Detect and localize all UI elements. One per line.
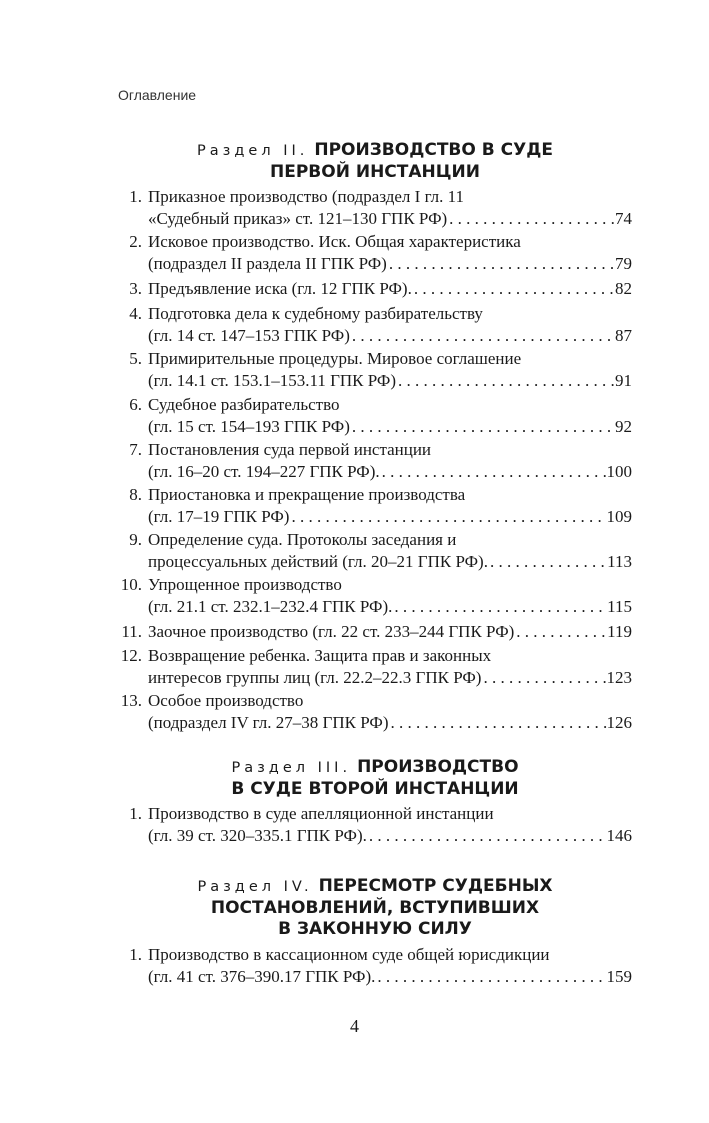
entry-title-line: Приостановка и прекращение производства: [148, 485, 466, 504]
entry-page: 123: [606, 668, 632, 687]
section-title: [118, 757, 632, 800]
entry-number: 8.: [129, 485, 142, 504]
toc-entry[interactable]: [118, 186, 632, 230]
entry-number: 1.: [129, 804, 142, 823]
entry-page: 159: [606, 967, 632, 986]
entry-number: 6.: [129, 395, 142, 414]
section-title-line: В ЗАКОННУЮ СИЛУ: [278, 919, 472, 939]
toc-entry[interactable]: [118, 348, 632, 392]
leader-dots: [412, 278, 615, 300]
entry-page: 92: [615, 417, 632, 436]
entry-title-line: Упрощенное производство: [148, 575, 342, 594]
entry-number: 11.: [121, 622, 142, 641]
entry-title-line: (подраздел II раздела II ГПК РФ): [148, 254, 387, 273]
entry-number: 5.: [129, 349, 142, 368]
toc-entry[interactable]: [118, 621, 632, 643]
entry-page: 109: [606, 507, 632, 526]
entry-title-line: Предъявление иска (гл. 12 ГПК РФ).: [148, 279, 412, 298]
leader-dots: [392, 596, 607, 618]
entry-title-line: Приказное производство (подраздел I гл. 11: [148, 187, 465, 206]
entry-title-line: Определение суда. Протоколы заседания и: [148, 530, 457, 549]
entry-title-line: Производство в суде апелляционной инстанции: [148, 804, 494, 823]
entry-title-line: Подготовка дела к судебному разбирательству: [148, 304, 483, 323]
entry-title-line: интересов группы лиц (гл. 22.2–22.3 ГПК РФ): [148, 668, 482, 687]
section-title-line: ПОСТАНОВЛЕНИЙ, ВСТУПИВШИХ: [210, 898, 540, 918]
section-title-line: ПЕРВОЙ ИНСТАНЦИИ: [270, 162, 480, 182]
leader-dots: [447, 208, 615, 230]
entry-page: 126: [606, 713, 632, 732]
leader-dots: [481, 667, 606, 689]
entry-title-line: (гл. 17–19 ГПК РФ): [148, 507, 290, 526]
entry-number: 9.: [129, 530, 142, 549]
entry-title-line: Примирительные процедуры. Мировое соглашение: [148, 349, 522, 368]
entry-title-line: (гл. 39 ст. 320–335.1 ГПК РФ).: [148, 826, 367, 845]
leader-dots: [488, 551, 607, 573]
toc-entry[interactable]: [118, 690, 632, 734]
entry-title-line: (гл. 21.1 ст. 232.1–232.4 ГПК РФ).: [148, 597, 393, 616]
leader-dots: [350, 325, 615, 347]
entry-title-line: Производство в кассационном суде общей юрисдикции: [148, 945, 550, 964]
toc-entry[interactable]: [118, 278, 632, 300]
leader-dots: [289, 506, 606, 528]
entry-title-line: (гл. 14.1 ст. 153.1–153.11 ГПК РФ): [148, 371, 397, 390]
section-title-line: ПРОИЗВОДСТВО В СУДЕ: [314, 140, 553, 160]
entry-page: 119: [607, 622, 632, 641]
running-head: Оглавление: [118, 87, 197, 103]
toc-entry[interactable]: [118, 394, 632, 438]
toc-entry[interactable]: [118, 303, 632, 347]
toc-entry[interactable]: [118, 574, 632, 618]
section-4-heading: [118, 876, 632, 940]
entry-number: 2.: [129, 232, 142, 251]
section-label: Раздел II.: [197, 143, 309, 159]
entry-page: 91: [615, 371, 632, 390]
toc-entry[interactable]: [118, 803, 632, 847]
leader-dots: [387, 253, 615, 275]
entry-number: 1.: [129, 187, 142, 206]
page-number: 4: [350, 1016, 359, 1036]
toc-entry[interactable]: [118, 645, 632, 689]
entry-title-line: Исковое производство. Иск. Общая характеристика: [148, 232, 521, 251]
entry-page: 87: [615, 326, 632, 345]
leader-dots: [396, 370, 615, 392]
section-3-heading: [118, 757, 632, 800]
entry-page: 113: [607, 552, 632, 571]
leader-dots: [380, 461, 607, 483]
leader-dots: [350, 416, 615, 438]
leader-dots: [367, 825, 607, 847]
entry-page: 79: [615, 254, 632, 273]
entry-page: 115: [607, 597, 632, 616]
toc-entry[interactable]: [118, 231, 632, 275]
entry-title-line: процессуальных действий (гл. 20–21 ГПК РФ).: [148, 552, 488, 571]
toc-entry[interactable]: [118, 529, 632, 573]
toc-entry[interactable]: [118, 439, 632, 483]
entry-number: 12.: [120, 646, 142, 665]
entry-title-line: (подраздел IV гл. 27–38 ГПК РФ): [148, 713, 389, 732]
entry-page: 146: [606, 826, 632, 845]
section-title-line: В СУДЕ ВТОРОЙ ИНСТАНЦИИ: [231, 779, 519, 799]
section-title-line: ПЕРЕСМОТР СУДЕБНЫХ: [318, 876, 553, 896]
entry-title-line: Особое производство: [148, 691, 304, 710]
toc-entry[interactable]: [118, 484, 632, 528]
entry-title-line: Судебное разбирательство: [148, 395, 340, 414]
entry-title-line: (гл. 14 ст. 147–153 ГПК РФ): [148, 326, 350, 345]
entry-title-line: (гл. 41 ст. 376–390.17 ГПК РФ).: [148, 967, 376, 986]
entry-title-line: (гл. 16–20 ст. 194–227 ГПК РФ).: [148, 462, 380, 481]
entry-page: 82: [615, 279, 632, 298]
entry-number: 1.: [129, 945, 142, 964]
section-title: [118, 876, 632, 940]
section-label: Раздел III.: [231, 760, 352, 776]
entry-title-line: (гл. 15 ст. 154–193 ГПК РФ): [148, 417, 350, 436]
entry-number: 7.: [129, 440, 142, 459]
leader-dots: [388, 712, 606, 734]
entry-page: 74: [615, 209, 632, 228]
section-title-line: ПРОИЗВОДСТВО: [357, 757, 519, 777]
section-title: [118, 140, 632, 183]
entry-number: 4.: [129, 304, 142, 323]
section-2-heading: [118, 140, 632, 183]
entry-page: 100: [606, 462, 632, 481]
entry-title-line: Возвращение ребенка. Защита прав и законных: [148, 646, 492, 665]
entry-title-line: Заочное производство (гл. 22 ст. 233–244 ГПК РФ): [148, 622, 515, 641]
entry-number: 13.: [120, 691, 142, 710]
leader-dots: [375, 966, 606, 988]
section-label: Раздел IV.: [197, 879, 313, 895]
entry-title-line: «Судебный приказ» ст. 121–130 ГПК РФ): [148, 209, 448, 228]
toc-entry[interactable]: [118, 944, 632, 988]
entry-number: 3.: [129, 279, 142, 298]
leader-dots: [514, 621, 607, 643]
entry-title-line: Постановления суда первой инстанции: [148, 440, 432, 459]
entry-number: 10.: [120, 575, 142, 594]
